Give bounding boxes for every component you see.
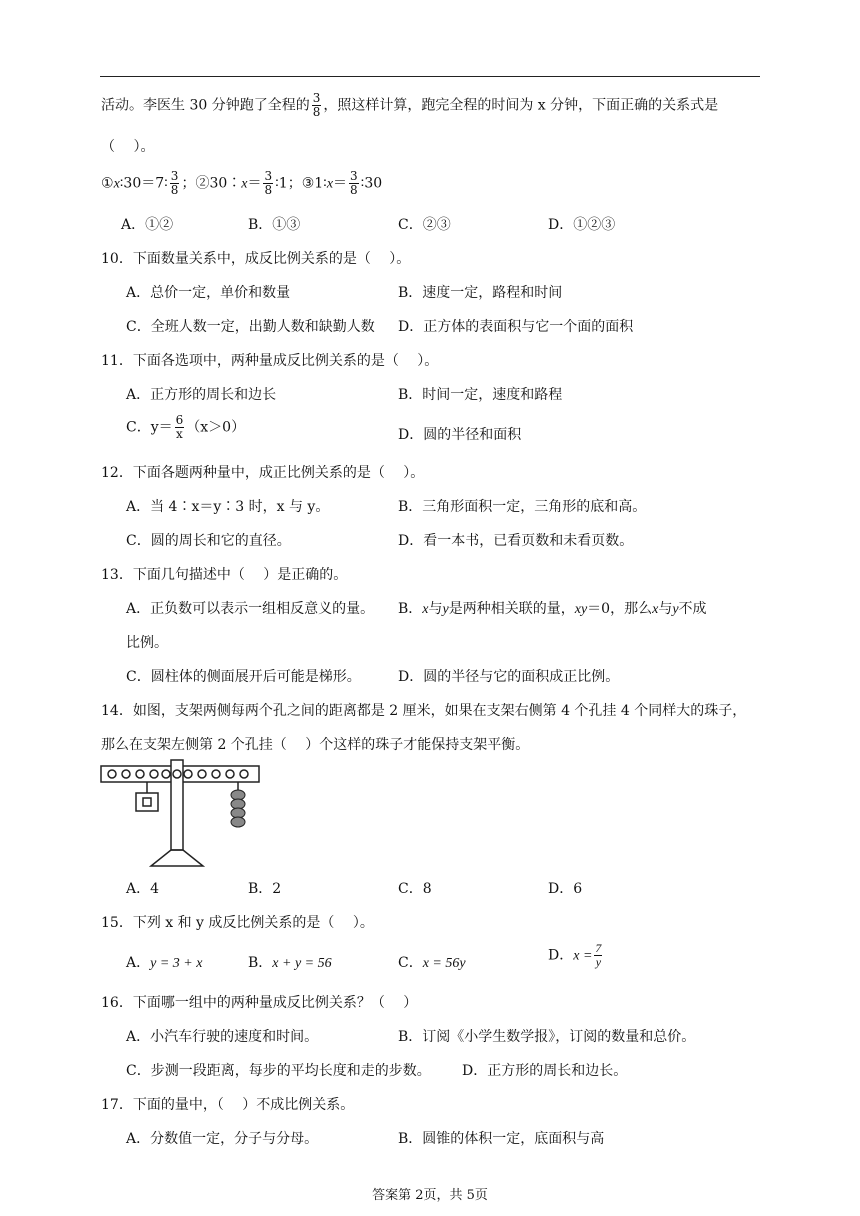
- q10-option-c[interactable]: C．全班人数一定，出勤人数和缺勤人数: [126, 319, 375, 335]
- q13-b-text3: ＝0，那么: [587, 601, 653, 617]
- q11-c-num: 6: [175, 413, 184, 427]
- q9-line2: （ ）。: [101, 139, 155, 155]
- q12-option-c[interactable]: C．圆的周长和它的直径。: [126, 533, 291, 549]
- q11-option-b[interactable]: B．时间一定，速度和路程: [398, 387, 563, 403]
- q16-option-b[interactable]: B．订阅《小学生数学报》，订阅的数量和总价。: [398, 1029, 696, 1045]
- q9-sep1: ；: [181, 175, 196, 192]
- q9-eq3-text-b: ＝: [333, 175, 348, 192]
- q10-stem: 10．下面数量关系中，成反比例关系的是（ ）。: [101, 251, 411, 267]
- q11-c-condition: （x＞0）: [186, 419, 246, 436]
- q9-option-d[interactable]: D．①②③: [548, 217, 616, 233]
- q15-b-label: B．: [248, 955, 273, 971]
- q9-eq3-text-a: 1∶: [314, 175, 327, 192]
- q9-eq2-den: 8: [264, 183, 273, 197]
- q13-b-y2: y: [672, 602, 679, 617]
- q13-b-x2: x: [652, 602, 659, 617]
- q9-eq1-text: ∶30＝7∶: [119, 175, 168, 192]
- q13-option-b-continued: 比例。: [126, 635, 168, 651]
- hole-right-4: [226, 770, 234, 778]
- q13-stem: 13．下面几句描述中（ ）是正确的。: [101, 567, 348, 583]
- q13-b-xy: xy: [574, 602, 588, 617]
- q14-line1: 14．如图，支架两侧每两个孔之间的距离都是 2 厘米，如果在支架右侧第 4 个孔挂 4 个同样大的珠子，: [101, 703, 747, 719]
- q10-option-b[interactable]: B．速度一定，路程和时间: [398, 285, 563, 301]
- q15-b-expr: x + y = 56: [272, 956, 332, 971]
- q16-option-c[interactable]: C．步测一段距离，每步的平均长度和走的步数。: [126, 1063, 431, 1079]
- q15-d-label: D．: [548, 947, 574, 964]
- q15-c-expr: x = 56y: [422, 956, 466, 971]
- q13-b-y: y: [442, 602, 449, 617]
- q15-c-label: C．: [398, 955, 423, 971]
- q13-b-x: x: [422, 602, 429, 617]
- hole-left-3: [136, 770, 144, 778]
- q9-eq2-marker: ②: [195, 175, 210, 192]
- q9-eq1-den: 8: [170, 183, 179, 197]
- q15-a-label: A．: [126, 955, 151, 971]
- q11-option-d[interactable]: D．圆的半径和面积: [398, 427, 522, 443]
- q12-option-b[interactable]: B．三角形面积一定，三角形的底和高。: [398, 499, 647, 515]
- hole-right-1: [184, 770, 192, 778]
- q12-option-d[interactable]: D．看一本书，已看页数和未看页数。: [398, 533, 634, 549]
- bead-4: [231, 817, 245, 827]
- q17-stem: 17．下面的量中，（ ）不成比例关系。: [101, 1097, 355, 1113]
- q9-fraction: [312, 92, 322, 119]
- q14-option-a[interactable]: A．4: [126, 881, 160, 897]
- q13-b-text5: 不成: [678, 601, 707, 617]
- q9-eq2-text-a: 30∶: [209, 175, 242, 192]
- q17-option-a[interactable]: A．分数值一定，分子与分母。: [126, 1131, 319, 1147]
- q10-option-a[interactable]: A．总价一定，单价和数量: [126, 285, 291, 301]
- hole-left-1: [162, 770, 170, 778]
- q9-eq2-text-c: ∶1: [275, 175, 288, 192]
- q9-sep2: ；: [287, 175, 302, 192]
- q9-line1: [101, 92, 718, 119]
- q9-text-b: ，照这样计算，跑完全程的时间为 x 分钟，下面正确的关系式是: [323, 97, 719, 114]
- q15-d-fraction: [594, 942, 602, 969]
- q15-d-num: 7: [595, 941, 602, 955]
- q9-frac-num: 3: [312, 91, 321, 105]
- q16-option-d[interactable]: D．正方形的周长和边长。: [462, 1063, 628, 1079]
- q14-option-d[interactable]: D．6: [548, 881, 583, 897]
- q14-option-c[interactable]: C．8: [398, 881, 432, 897]
- q9-eq1-fraction: [170, 170, 180, 197]
- q9-eq3-fraction: [349, 170, 359, 197]
- q11-stem: 11．下面各选项中，两种量成反比例关系的是（ ）。: [101, 353, 439, 369]
- q13-option-b[interactable]: [398, 598, 707, 618]
- q15-option-c[interactable]: [398, 952, 466, 972]
- q14-line2: 那么在支架左侧第 2 个孔挂（ ）个这样的珠子才能保持支架平衡。: [101, 737, 530, 753]
- stand-base: [151, 850, 203, 866]
- q9-option-c[interactable]: C．②③: [398, 217, 451, 233]
- page-footer: 答案第 2页，共 5页: [372, 1188, 488, 1203]
- q9-eq2-x: x: [241, 176, 248, 192]
- q13-option-d[interactable]: D．圆的半径与它的面积成正比例。: [398, 669, 620, 685]
- q16-option-a[interactable]: A．小汽车行驶的速度和时间。: [126, 1029, 319, 1045]
- q13-option-c[interactable]: C．圆柱体的侧面展开后可能是梯形。: [126, 669, 361, 685]
- q14-option-b[interactable]: B．2: [248, 881, 282, 897]
- q11-option-c[interactable]: [126, 414, 245, 441]
- hole-right-3: [212, 770, 220, 778]
- q9-eq2-num: 3: [264, 169, 273, 183]
- q11-c-fraction: [175, 414, 185, 441]
- q16-stem: 16．下面哪一组中的两种量成反比例关系？（ ）: [101, 995, 418, 1011]
- q15-option-d[interactable]: [548, 942, 604, 969]
- q12-stem: 12．下面各题两种量中，成正比例关系的是（ ）。: [101, 465, 425, 481]
- left-weight-box: [136, 793, 158, 811]
- q11-option-a[interactable]: A．正方形的周长和边长: [126, 387, 277, 403]
- q13-b-text1: 与: [428, 601, 443, 617]
- hole-left-5: [108, 770, 116, 778]
- q9-eq1-marker: ①: [101, 175, 114, 192]
- q9-eq2-fraction: [263, 170, 273, 197]
- q9-eq1-num: 3: [170, 169, 179, 183]
- balance-stand-figure: [100, 758, 262, 870]
- left-weight-inner: [143, 798, 151, 806]
- q9-eq3-num: 3: [350, 169, 358, 183]
- q9-eq2-text-b: ＝: [247, 175, 262, 192]
- q12-option-a[interactable]: A．当 4∶x＝y∶3 时，x 与 y。: [126, 499, 330, 515]
- q15-option-b[interactable]: [248, 952, 332, 972]
- q9-option-b[interactable]: B．①③: [248, 217, 301, 233]
- q9-equations: [101, 170, 382, 197]
- q13-b-text4: 与: [658, 601, 673, 617]
- hole-right-5: [240, 770, 248, 778]
- q15-d-lhs: x =: [573, 948, 593, 964]
- q10-option-d[interactable]: D．正方体的表面积与它一个面的面积: [398, 319, 634, 335]
- q13-b-label: B．: [398, 601, 423, 617]
- q17-option-b[interactable]: B．圆锥的体积一定，底面积与高: [398, 1131, 605, 1147]
- q9-eq3-x: x: [326, 176, 334, 192]
- q11-c-label: C．y＝: [126, 419, 173, 436]
- q13-option-a[interactable]: A．正负数可以表示一组相反意义的量。: [126, 601, 375, 617]
- q9-eq3-den: 8: [350, 183, 358, 197]
- q13-b-text2: 是两种相关联的量，: [448, 601, 575, 617]
- q9-eq3-text-c: ∶30: [360, 175, 383, 192]
- q9-eq3-marker: ③: [301, 175, 315, 192]
- hole-left-4: [122, 770, 130, 778]
- q9-text-a: 活动。李医生 30 分钟跑了全程的: [101, 97, 310, 114]
- q15-a-expr: y = 3 + x: [150, 956, 203, 971]
- q15-d-den: y: [595, 955, 602, 969]
- header-rule: [100, 76, 760, 77]
- q11-c-den: x: [176, 427, 183, 441]
- q9-option-a[interactable]: A．①②: [121, 217, 174, 233]
- hole-right-2: [198, 770, 206, 778]
- hole-left-2: [150, 770, 158, 778]
- q15-stem: 15．下列 x 和 y 成反比例关系的是（ ）。: [101, 915, 374, 931]
- q9-frac-den: 8: [312, 105, 321, 119]
- q15-option-a[interactable]: [126, 952, 202, 972]
- q9-eq1-x: x: [113, 176, 120, 192]
